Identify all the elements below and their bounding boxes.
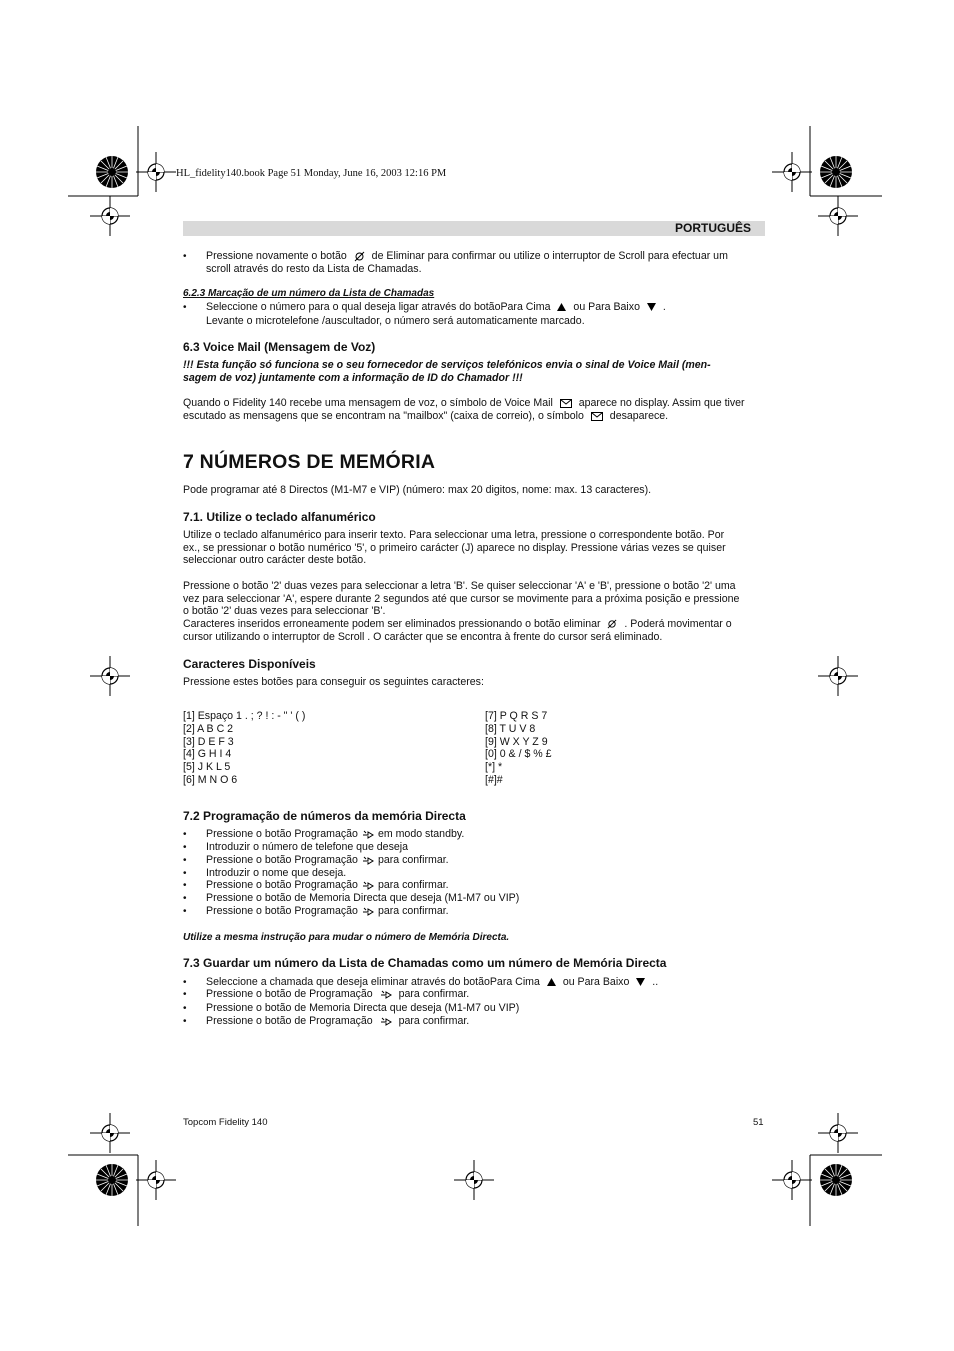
bullet-marker: • <box>183 893 187 904</box>
sec623-line2: Levante o microtelefone /auscultador, o número será automaticamente marcado. <box>206 315 585 327</box>
sec71-p1-line2: ex., se pressionar o botão numérico '5', o primeiro carácter (J) aparece no display. Pressione várias vezes se quiser <box>183 542 726 554</box>
chars-left-0: [1] Espaço 1 . ; ? ! : - " ' ( ) <box>183 710 306 722</box>
chars-right-4: [*] * <box>485 761 503 773</box>
sec72-bullet-2: Introduzir o número de telefone que deseja <box>206 841 409 853</box>
chars-intro: Pressione estes botões para conseguir os seguintes caracteres: <box>183 676 484 688</box>
program-key-icon <box>362 906 374 916</box>
voicemail-para-line2: escutado as mensagens que se encontram na "mailbox" (caixa de correio), o símbolo desaparece. <box>183 410 669 422</box>
sec72-bullet-4: Introduzir o nome que deseja. <box>206 867 347 879</box>
chapter-intro: Pode programar até 8 Directos (M1-M7 e VIP) (número: max 20 digitos, nome: max. 13 caracteres). <box>183 484 652 496</box>
sec72-bullet-6: Pressione o botão de Memoria Directa que deseja (M1-M7 ou VIP) <box>206 892 520 904</box>
bullet-marker: • <box>183 842 187 853</box>
chars-left-1: [2] A B C 2 <box>183 723 234 735</box>
sec71-p2-line5: cursor utilizando o interruptor de Scroll . O carácter que se encontra à frente do cursor será eliminado. <box>183 631 663 643</box>
program-key-icon <box>362 829 374 839</box>
bullet-marker: • <box>183 989 187 1000</box>
sec72-bullet-5: Pressione o botão Programação para confirmar. <box>206 879 449 891</box>
chars-title: Caracteres Disponíveis <box>183 657 316 671</box>
bullet-marker: • <box>183 855 187 866</box>
program-key-icon <box>362 880 374 890</box>
bullet-marker: • <box>183 829 187 840</box>
chapter-title: 7 NÚMEROS DE MEMÓRIA <box>183 451 436 473</box>
triangle-up-icon <box>547 978 556 986</box>
voicemail-warning-line2: sagem de voz) juntamente com a informação de ID do Chamador !!! <box>183 372 523 384</box>
sec71-p2-line3: o botão '2' duas vezes para seleccionar 'B'. <box>183 605 386 617</box>
chars-right-2: [9] W X Y Z 9 <box>485 736 548 748</box>
section-title-63: 6.3 Voice Mail (Mensagem de Voz) <box>183 340 376 354</box>
chars-right-1: [8] T U V 8 <box>485 723 536 735</box>
sec73-bullet-4: Pressione o botão de Programação para confirmar. <box>206 1015 470 1027</box>
section-title-73: 7.3 Guardar um número da Lista de Chamadas como um número de Memória Directa <box>183 956 667 970</box>
chars-left-4: [5] J K L 5 <box>183 761 231 773</box>
program-key-icon <box>380 1016 392 1026</box>
program-key-icon <box>380 989 392 999</box>
sec71-p2-line2: vez para seleccionar 'A', espere durante 2 segundos até que cursor se movimente para a próxima posição e pressione <box>183 593 740 605</box>
bullet-marker: • <box>183 1003 187 1014</box>
voicemail-warning-line1: !!! Esta função só funciona se o seu fornecedor de serviços telefónicos envia o sinal de Voice Mail (men- <box>183 359 711 371</box>
sec73-bullet-2: Pressione o botão de Programação para confirmar. <box>206 988 470 1000</box>
sec71-p1-line1: Utilize o teclado alfanumérico para inserir texto. Para seleccionar uma letra, pressione o correspondente botão. Por <box>183 529 725 541</box>
intro-bullet-line2: scroll através do resto da Lista de Chamadas. <box>206 263 422 275</box>
chars-left-5: [6] M N O 6 <box>183 774 238 786</box>
section-title-623: 6.2.3 Marcação de um número da Lista de Chamadas <box>183 288 435 299</box>
intro-bullet-line1: Pressione novamente o botão de Eliminar para confirmar ou utilize o interruptor de Scroll para efectuar um <box>206 250 728 262</box>
chars-right-3: [0] 0 & / $ % £ <box>485 748 552 760</box>
envelope-icon <box>591 412 603 421</box>
print-header: HL_fidelity140.book Page 51 Monday, June 16, 2003 12:16 PM <box>176 168 447 179</box>
bullet-marker: • <box>183 868 187 879</box>
section-title-72: 7.2 Programação de números da memória Directa <box>183 809 466 823</box>
delete-icon <box>354 251 365 262</box>
triangle-down-icon <box>647 303 656 311</box>
sec72-bullet-7: Pressione o botão Programação para confirmar. <box>206 905 449 917</box>
sec72-bullet-3: Pressione o botão Programação para confirmar. <box>206 854 449 866</box>
bullet-marker: • <box>183 906 187 917</box>
section-title-71: 7.1. Utilize o teclado alfanumérico <box>183 510 376 524</box>
chars-left-3: [4] G H I 4 <box>183 748 232 760</box>
bullet-marker: • <box>183 880 187 891</box>
voicemail-para-line1: Quando o Fidelity 140 recebe uma mensagem de voz, o símbolo de Voice Mail aparece no display. Assim que tiver <box>183 397 745 409</box>
bullet-marker: • <box>183 1016 187 1027</box>
footer-page-number: 51 <box>753 1117 764 1128</box>
chars-left-2: [3] D E F 3 <box>183 736 234 748</box>
chars-right-0: [7] P Q R S 7 <box>485 710 548 722</box>
triangle-down-icon <box>636 978 645 986</box>
triangle-up-icon <box>557 303 566 311</box>
language-bar <box>183 221 765 236</box>
bullet-marker: • <box>183 251 187 262</box>
bullet-marker: • <box>183 302 187 313</box>
sec73-bullet-1: Seleccione a chamada que deseja eliminar através do botãoPara Cima ou Para Baixo .. <box>206 976 659 988</box>
footer-product: Topcom Fidelity 140 <box>183 1117 268 1128</box>
sec72-note: Utilize a mesma instrução para mudar o número de Memória Directa. <box>183 932 510 943</box>
delete-icon <box>607 619 617 629</box>
bullet-marker: • <box>183 977 187 988</box>
sec72-bullet-1: Pressione o botão Programação em modo standby. <box>206 828 465 840</box>
language-label: PORTUGUÊS <box>674 221 751 235</box>
sec623-bullet-line1: Seleccione o número para o qual deseja ligar através do botãoPara Cima ou Para Baixo . <box>206 301 666 313</box>
sec73-bullet-3: Pressione o botão de Memoria Directa que deseja (M1-M7 ou VIP) <box>206 1002 520 1014</box>
chars-right-5: [#]# <box>485 774 503 786</box>
sec71-p1-line3: seleccionar outro carácter deste botão. <box>183 554 367 566</box>
program-key-icon <box>362 855 374 865</box>
envelope-icon <box>560 399 572 408</box>
sec71-p2-line4: Caracteres inseridos erroneamente podem ser eliminados pressionando o botão eliminar . Poderá movimentar o <box>183 618 732 630</box>
sec71-p2-line1: Pressione o botão '2' duas vezes para seleccionar a letra 'B'. Se quiser seleccionar 'A' e 'B', pressione o botão '2' uma <box>183 580 736 592</box>
